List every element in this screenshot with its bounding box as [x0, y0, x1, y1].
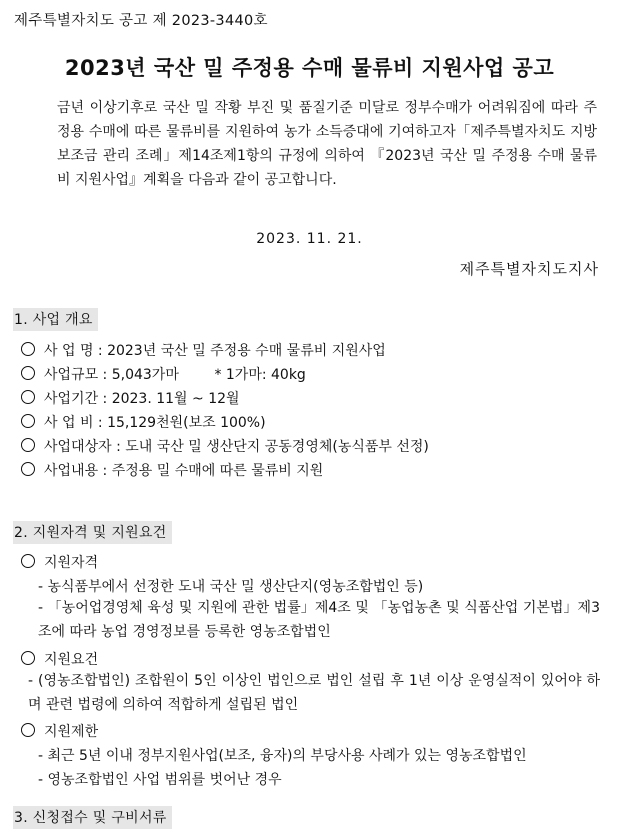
list-item: 사업기간 : 2023. 11월 ~ 12월	[21, 388, 240, 408]
circle-bullet-icon	[21, 390, 35, 404]
list-item: - (영농조합법인) 조합원이 5인 이상인 법인으로 법인 설립 후 1년 이상 운영실적이 있어야 하며 관련 법령에 의하여 적합하게 설립된 법인	[28, 673, 600, 713]
section2-heading: 2. 지원자격 및 지원요건	[13, 521, 172, 544]
list-item: - 「농어업경영체 육성 및 지원에 관한 법률」제4조 및 「농업농촌 및 식품산업 기본법」제3조에 따라 농업 경영정보를 등록한 영농조합법인	[38, 600, 600, 640]
list-item: 사 업 명 : 2023년 국산 밀 주정용 수매 물류비 지원사업	[21, 340, 386, 360]
circle-bullet-icon	[21, 462, 35, 476]
circle-bullet-icon	[21, 438, 35, 452]
notice-number: 제주특별자치도 공고 제 2023-3440호	[14, 13, 268, 29]
subsection-requirement: 지원요건	[21, 649, 98, 669]
list-item: 사 업 비 : 15,129천원(보조 100%)	[21, 412, 266, 432]
circle-bullet-icon	[21, 554, 35, 568]
page-title: 2023년 국산 밀 주정용 수매 물류비 지원사업 공고	[64, 56, 555, 80]
circle-bullet-icon	[21, 723, 35, 737]
section1-heading: 1. 사업 개요	[13, 308, 98, 331]
notice-date: 2023. 11. 21.	[256, 231, 363, 247]
circle-bullet-icon	[21, 414, 35, 428]
list-item: - 농식품부에서 선정한 도내 국산 밀 생산단지(영농조합법인 등)	[38, 579, 424, 595]
section3-heading: 3. 신청접수 및 구비서류	[13, 806, 172, 829]
intro-paragraph: 금년 이상기후로 국산 밀 작황 부진 및 품질기준 미달로 정부수매가 어려워짐에 따라 주정용 수매에 따른 물류비를 지원하여 농가 소득증대에 기여하고자「제주특별자치도 지방보조금 관리 조례」제14조제1항의 규정에 의하여 『2023년 국산 밀 주정용 수매 물류비 지원사업』계획을 다음과 같이 공고합니다.	[57, 100, 597, 188]
circle-bullet-icon	[21, 366, 35, 380]
circle-bullet-icon	[21, 651, 35, 665]
list-item: - 최근 5년 이내 정부지원사업(보조, 융자)의 부당사용 사례가 있는 영농조합법인	[38, 748, 527, 764]
circle-bullet-icon	[21, 342, 35, 356]
list-item: 사업대상자 : 도내 국산 밀 생산단지 공동경영체(농식품부 선정)	[21, 436, 429, 456]
list-item: 사업내용 : 주정용 밀 수매에 따른 물류비 지원	[21, 460, 323, 480]
list-item: - 영농조합법인 사업 범위를 벗어난 경우	[38, 772, 282, 788]
list-item: 사업규모 : 5,043가마 * 1가마: 40kg	[21, 364, 306, 384]
issuer-name: 제주특별자치도지사	[459, 260, 599, 278]
subsection-restriction: 지원제한	[21, 721, 98, 741]
subsection-qualification: 지원자격	[21, 552, 98, 572]
